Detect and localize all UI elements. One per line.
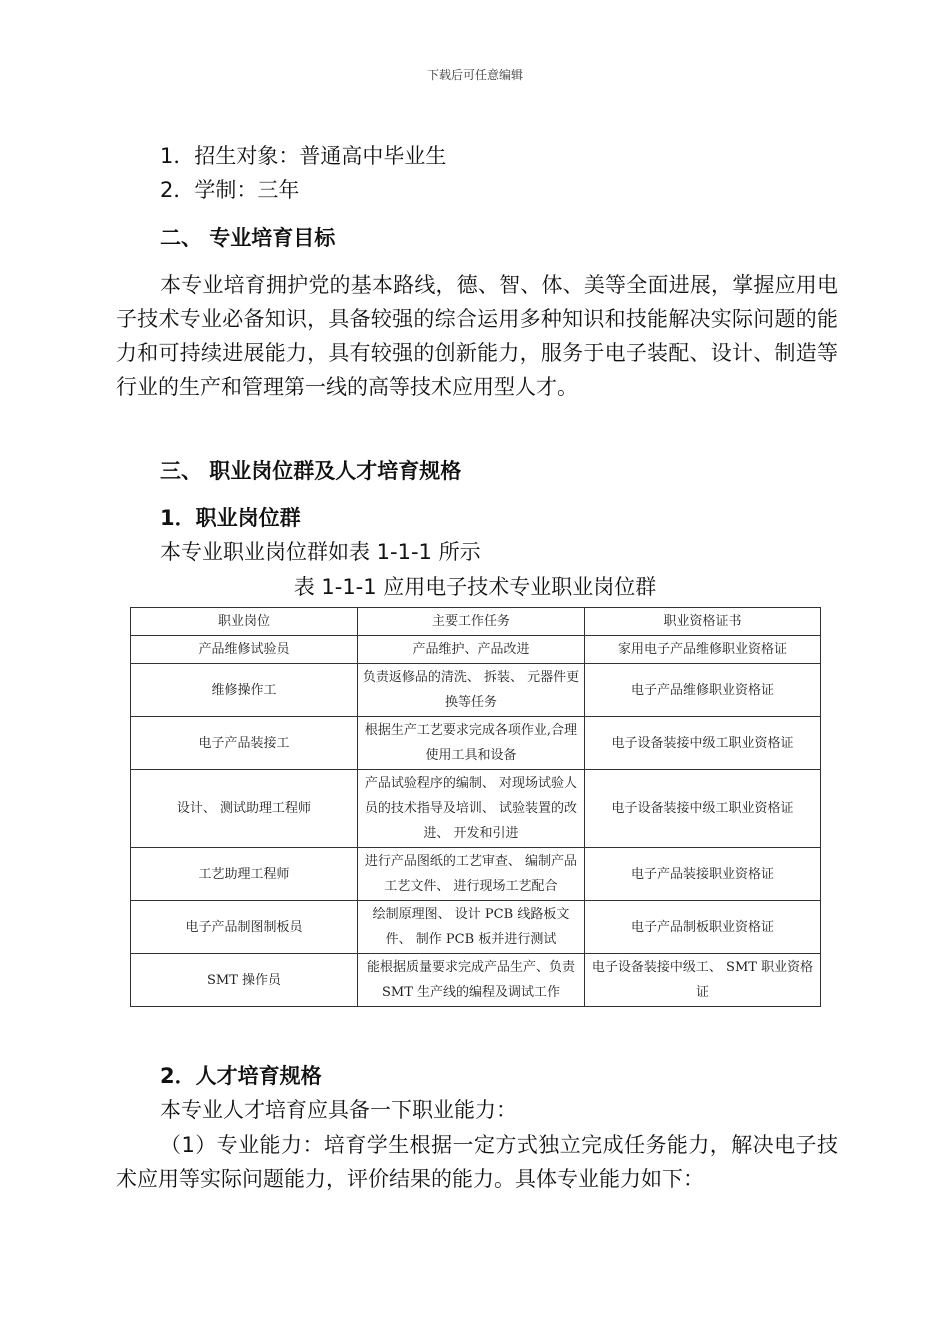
table-cell: 产品维护、产品改进 bbox=[358, 636, 585, 664]
table-cell: 电子产品制板职业资格证 bbox=[585, 901, 821, 954]
header-cell: 主要工作任务 bbox=[358, 608, 585, 636]
table-cell: 进行产品图纸的工艺审查、 编制产品工艺文件、 进行现场工艺配合 bbox=[358, 848, 585, 901]
table-cell: 绘制原理图、 设计 PCB 线路板文件、 制作 PCB 板并进行测试 bbox=[358, 901, 585, 954]
duration-line: 2．学制：三年 bbox=[160, 178, 300, 202]
section2-title: 二、 专业培育目标 bbox=[160, 226, 336, 250]
table-row bbox=[131, 848, 821, 901]
table-cell: 产品试验程序的编制、 对现场试验人员的技术指导及培训、 试验装置的改进、 开发和引进 bbox=[358, 770, 585, 848]
table-cell: 电子设备装接中级工职业资格证 bbox=[585, 717, 821, 770]
job-table bbox=[130, 607, 821, 1007]
sub2-title: 2．人才培育规格 bbox=[160, 1064, 322, 1088]
table-row bbox=[131, 664, 821, 717]
header-cell: 职业岗位 bbox=[131, 608, 358, 636]
table-cell: 负责返修品的清洗、 拆装、 元器件更换等任务 bbox=[358, 664, 585, 717]
sub1-title: 1．职业岗位群 bbox=[160, 506, 301, 530]
table-cell: 电子产品装接工 bbox=[131, 717, 358, 770]
table-row bbox=[131, 770, 821, 848]
table-cell: 电子产品制图制板员 bbox=[131, 901, 358, 954]
table-cell: 根据生产工艺要求完成各项作业,合理使用工具和设备 bbox=[358, 717, 585, 770]
table-cell: 能根据质量要求完成产品生产、负责 SMT 生产线的编程及调试工作 bbox=[358, 954, 585, 1007]
sub2-paragraph: （1）专业能力：培育学生根据一定方式独立完成任务能力，解决电子技术应用等实际问题能力，评价结果的能力。具体专业能力如下： bbox=[116, 1133, 838, 1191]
table-cell: 家用电子产品维修职业资格证 bbox=[585, 636, 821, 664]
section3-title: 三、 职业岗位群及人才培育规格 bbox=[160, 459, 462, 483]
table-row bbox=[131, 954, 821, 1007]
table-row bbox=[131, 901, 821, 954]
table-cell: 工艺助理工程师 bbox=[131, 848, 358, 901]
table-cell: 电子设备装接中级工、 SMT 职业资格证 bbox=[585, 954, 821, 1007]
sub2-text: 本专业人才培育应具备一下职业能力： bbox=[160, 1098, 517, 1122]
table-row bbox=[131, 636, 821, 664]
table-cell: SMT 操作员 bbox=[131, 954, 358, 1007]
table-cell: 电子产品装接职业资格证 bbox=[585, 848, 821, 901]
table-row bbox=[131, 717, 821, 770]
table-cell: 电子设备装接中级工职业资格证 bbox=[585, 770, 821, 848]
table-cell: 维修操作工 bbox=[131, 664, 358, 717]
admission-line: 1．招生对象：普通高中毕业生 bbox=[160, 144, 447, 168]
table-cell: 产品维修试验员 bbox=[131, 636, 358, 664]
table-cell: 设计、 测试助理工程师 bbox=[131, 770, 358, 848]
header-note: 下载后可任意编辑 bbox=[426, 68, 523, 82]
header-cell: 职业资格证书 bbox=[585, 608, 821, 636]
table-caption: 表 1-1-1 应用电子技术专业职业岗位群 bbox=[293, 575, 657, 599]
section2-paragraph: 本专业培育拥护党的基本路线，德、智、体、美等全面进展，掌握应用电子技术专业必备知识，具备较强的综合运用多种知识和技能解决实际问题的能力和可持续进展能力，具有较强的创新能力，服务于电子装配、设计、制造等行业的生产和管理第一线的高等技术应用型人才。 bbox=[116, 273, 838, 399]
table-cell: 电子产品维修职业资格证 bbox=[585, 664, 821, 717]
table-header-row bbox=[131, 608, 821, 636]
sub1-text: 本专业职业岗位群如表 1-1-1 所示 bbox=[160, 540, 481, 564]
